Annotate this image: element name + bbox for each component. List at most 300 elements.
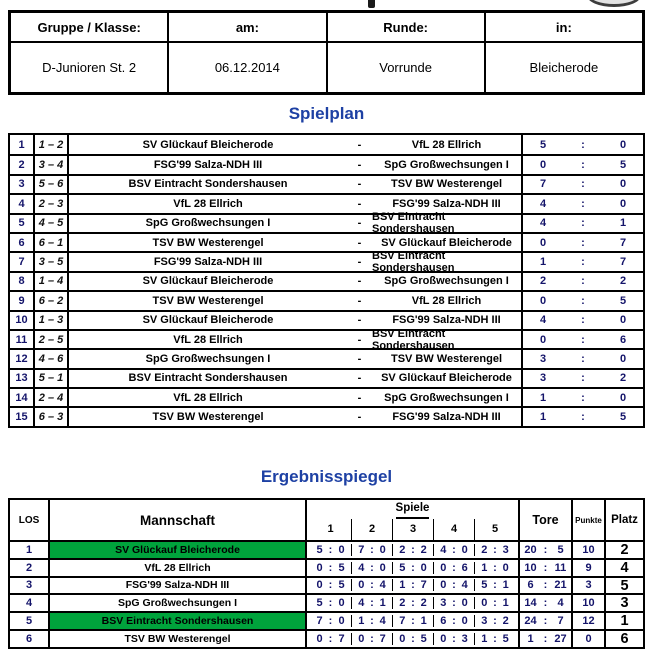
info-value-gruppe: D-Junioren St. 2 — [42, 60, 137, 75]
match-teams — [69, 211, 523, 236]
score-home: 7 — [539, 178, 547, 191]
header-game-number: 3 — [392, 519, 433, 541]
game-result — [392, 615, 433, 627]
game-away: 0 — [461, 543, 468, 556]
game-result — [310, 579, 351, 591]
game-home: 7 — [316, 615, 323, 628]
result-row — [10, 611, 643, 629]
game-home: 2 — [399, 597, 406, 610]
result-los: 4 — [10, 595, 50, 611]
away-team: VfL 28 Ellrich — [411, 138, 482, 151]
score-colon: : — [581, 294, 585, 307]
game-away: 1 — [502, 579, 509, 592]
result-platz: 4 — [604, 560, 643, 576]
home-team: SV Glückauf Bleicherode — [142, 275, 274, 288]
game-home: 1 — [481, 632, 488, 645]
home-team: TSV BW Westerengel — [152, 411, 264, 424]
score-home: 3 — [539, 352, 547, 365]
game-home: 4 — [358, 597, 365, 610]
game-home: 5 — [316, 543, 323, 556]
match-row — [10, 368, 643, 387]
match-score — [523, 176, 643, 193]
score-home: 3 — [539, 372, 547, 385]
home-team: SV Glückauf Bleicherode — [142, 314, 274, 327]
game-result — [392, 633, 433, 645]
game-result — [310, 633, 351, 645]
game-away: 7 — [379, 632, 386, 645]
result-games — [307, 595, 518, 611]
game-away: 0 — [502, 561, 509, 574]
game-colon: : — [411, 597, 415, 610]
score-home: 4 — [539, 197, 547, 210]
game-colon: : — [411, 579, 415, 592]
home-team: TSV BW Westerengel — [152, 294, 264, 307]
header-spiele: Spiele — [396, 500, 430, 519]
match-score — [523, 135, 643, 154]
result-punkte: 0 — [571, 631, 604, 647]
header-game-number: 5 — [474, 519, 515, 541]
tore-for: 20 — [524, 543, 537, 556]
match-pairing: 6 – 3 — [35, 408, 69, 425]
match-teams — [69, 292, 523, 309]
tore-colon: : — [543, 632, 548, 645]
score-colon: : — [581, 314, 585, 327]
game-away: 0 — [420, 561, 427, 574]
game-result — [433, 544, 474, 556]
match-separator: - — [357, 372, 362, 385]
game-away: 6 — [461, 561, 468, 574]
game-result — [474, 562, 515, 574]
match-row — [10, 327, 643, 352]
game-home: 1 — [399, 579, 406, 592]
game-home: 0 — [481, 597, 488, 610]
match-row — [10, 211, 643, 236]
match-teams — [69, 389, 523, 406]
game-home: 0 — [440, 579, 447, 592]
game-colon: : — [328, 632, 333, 645]
tore-for: 6 — [527, 579, 534, 592]
ergebnisspiegel-header — [10, 500, 643, 540]
match-number: 8 — [10, 273, 35, 290]
game-colon: : — [452, 632, 456, 645]
info-table — [8, 10, 645, 95]
game-result — [351, 579, 392, 591]
away-team: BSV Eintracht Sondershausen — [372, 211, 455, 236]
result-row — [10, 558, 643, 576]
match-pairing: 4 – 5 — [35, 215, 69, 232]
match-row — [10, 406, 643, 425]
result-los: 6 — [10, 631, 50, 647]
game-colon: : — [328, 615, 333, 628]
match-pairing: 6 – 2 — [35, 292, 69, 309]
match-score — [523, 312, 643, 329]
info-label-runde: Runde: — [328, 13, 484, 43]
club-logo-ellipse — [587, 0, 641, 7]
game-result — [392, 597, 433, 609]
score-away: 2 — [619, 275, 627, 288]
score-colon: : — [581, 352, 585, 365]
score-away: 0 — [619, 314, 627, 327]
game-home: 4 — [358, 561, 365, 574]
game-home: 0 — [399, 632, 406, 645]
game-away: 4 — [379, 579, 386, 592]
game-away: 4 — [461, 579, 468, 592]
game-result — [351, 615, 392, 627]
tore-for: 10 — [524, 561, 537, 574]
score-colon: : — [581, 159, 585, 172]
game-colon: : — [493, 597, 497, 610]
game-colon: : — [411, 632, 415, 645]
match-score — [523, 350, 643, 367]
result-games — [307, 578, 518, 594]
header-tore: Tore — [518, 500, 571, 540]
tore-colon: : — [543, 561, 548, 574]
match-separator: - — [357, 159, 362, 172]
match-separator: - — [357, 314, 362, 327]
match-row — [10, 271, 643, 290]
game-colon: : — [493, 543, 497, 556]
result-row — [10, 540, 643, 558]
match-number: 3 — [10, 176, 35, 193]
game-colon: : — [370, 632, 374, 645]
info-col-gruppe — [11, 13, 167, 92]
match-number: 15 — [10, 408, 35, 425]
match-pairing: 5 – 6 — [35, 176, 69, 193]
result-platz: 5 — [604, 578, 643, 594]
result-games — [307, 613, 518, 629]
score-colon: : — [581, 256, 585, 269]
result-platz: 3 — [604, 595, 643, 611]
game-result — [310, 562, 351, 574]
header-game-number: 1 — [327, 523, 334, 536]
match-score — [523, 195, 643, 212]
home-team: BSV Eintracht Sondershausen — [128, 178, 288, 191]
tore-colon: : — [543, 615, 548, 628]
game-home: 1 — [481, 561, 488, 574]
game-away: 1 — [502, 597, 509, 610]
game-result — [392, 579, 433, 591]
match-separator: - — [357, 411, 362, 424]
game-result — [433, 597, 474, 609]
game-colon: : — [370, 579, 374, 592]
result-platz: 6 — [604, 631, 643, 647]
match-score — [523, 408, 643, 425]
tore-colon: : — [543, 543, 548, 556]
game-result — [433, 615, 474, 627]
header-punkte: Punkte — [571, 500, 604, 540]
game-result — [474, 633, 515, 645]
game-home: 0 — [358, 632, 365, 645]
game-home: 0 — [440, 561, 447, 574]
score-home: 0 — [539, 294, 547, 307]
spielplan-table — [8, 133, 645, 428]
score-colon: : — [581, 411, 585, 424]
match-score — [523, 215, 643, 232]
result-tore — [518, 613, 571, 629]
game-home: 0 — [316, 561, 323, 574]
spielplan-heading: Spielplan — [288, 104, 365, 123]
tore-against: 27 — [554, 632, 567, 645]
tore-against: 7 — [557, 615, 564, 628]
game-away: 0 — [461, 597, 468, 610]
match-separator: - — [357, 256, 362, 269]
match-teams — [69, 250, 523, 275]
score-home: 4 — [539, 217, 547, 230]
score-colon: : — [581, 197, 585, 210]
tore-for: 24 — [524, 615, 537, 628]
game-result — [433, 562, 474, 574]
game-home: 5 — [481, 579, 488, 592]
game-home: 0 — [440, 632, 447, 645]
game-away: 0 — [461, 615, 468, 628]
match-row — [10, 174, 643, 193]
tore-against: 21 — [554, 579, 567, 592]
game-colon: : — [328, 543, 333, 556]
game-away: 0 — [379, 543, 386, 556]
away-team: SV Glückauf Bleicherode — [381, 236, 512, 249]
match-score — [523, 156, 643, 173]
game-away: 0 — [338, 543, 345, 556]
match-number: 9 — [10, 292, 35, 309]
result-los: 5 — [10, 613, 50, 629]
result-team: TSV BW Westerengel — [50, 631, 307, 647]
match-teams — [69, 176, 523, 193]
away-team: TSV BW Westerengel — [390, 352, 503, 365]
game-result — [433, 579, 474, 591]
match-pairing: 1 – 2 — [35, 135, 69, 154]
match-teams — [69, 350, 523, 367]
tore-against: 11 — [554, 561, 567, 574]
result-platz: 2 — [604, 542, 643, 558]
result-punkte: 10 — [571, 542, 604, 558]
game-home: 0 — [316, 632, 323, 645]
game-colon: : — [493, 579, 497, 592]
score-away: 0 — [619, 178, 627, 191]
info-value-runde: Vorrunde — [379, 60, 432, 75]
game-away: 0 — [338, 615, 345, 628]
match-score — [523, 331, 643, 348]
game-home: 2 — [481, 543, 488, 556]
match-pairing: 2 – 3 — [35, 195, 69, 212]
game-home: 5 — [316, 597, 323, 610]
score-away: 0 — [619, 352, 627, 365]
result-tore — [518, 631, 571, 647]
game-home: 1 — [358, 615, 365, 628]
match-teams — [69, 408, 523, 425]
game-result — [474, 597, 515, 609]
match-number: 12 — [10, 350, 35, 367]
score-colon: : — [581, 372, 585, 385]
header-los: LOS — [10, 500, 50, 540]
score-home: 1 — [539, 391, 547, 404]
game-away: 7 — [338, 632, 345, 645]
match-pairing: 3 – 4 — [35, 156, 69, 173]
tore-for: 1 — [527, 632, 534, 645]
match-row — [10, 232, 643, 251]
away-team: BSV Eintracht Sondershausen — [372, 327, 455, 352]
away-team: VfL 28 Ellrich — [411, 294, 482, 307]
score-home: 4 — [539, 314, 547, 327]
game-colon: : — [452, 543, 456, 556]
match-separator: - — [357, 391, 362, 404]
info-label-in: in: — [486, 13, 642, 43]
match-teams — [69, 156, 523, 173]
home-team: VfL 28 Ellrich — [173, 197, 243, 210]
score-colon: : — [581, 391, 585, 404]
match-row — [10, 193, 643, 212]
game-result — [474, 615, 515, 627]
result-games — [307, 631, 518, 647]
match-number: 7 — [10, 253, 35, 270]
match-teams — [69, 327, 523, 352]
game-away: 5 — [502, 632, 509, 645]
result-team: BSV Eintracht Sondershausen — [50, 613, 307, 629]
game-result — [392, 544, 433, 556]
game-result — [392, 562, 433, 574]
game-away: 2 — [502, 615, 509, 628]
home-team: TSV BW Westerengel — [152, 236, 264, 249]
match-row — [10, 348, 643, 367]
away-team: FSG'99 Salza-NDH III — [392, 314, 501, 327]
game-colon: : — [370, 597, 374, 610]
game-home: 5 — [399, 561, 406, 574]
match-score — [523, 389, 643, 406]
result-row — [10, 593, 643, 611]
club-logo-icon — [586, 0, 646, 9]
result-row — [10, 576, 643, 594]
score-away: 5 — [619, 294, 627, 307]
game-home: 3 — [440, 597, 447, 610]
info-value-in: Bleicherode — [529, 60, 599, 75]
match-row — [10, 310, 643, 329]
game-colon: : — [328, 597, 333, 610]
game-result — [351, 633, 392, 645]
result-team: VfL 28 Ellrich — [50, 560, 307, 576]
game-colon: : — [493, 615, 497, 628]
score-home: 1 — [539, 256, 547, 269]
ergebnisspiegel-heading: Ergebnisspiegel — [260, 467, 393, 486]
match-separator: - — [357, 333, 362, 346]
away-team: TSV BW Westerengel — [390, 178, 503, 191]
result-punkte: 10 — [571, 595, 604, 611]
match-separator: - — [357, 294, 362, 307]
result-team: SpG Großwechsungen I — [50, 595, 307, 611]
game-colon: : — [370, 615, 374, 628]
match-number: 6 — [10, 234, 35, 251]
away-team: SpG Großwechsungen I — [384, 275, 509, 288]
tore-against: 4 — [557, 597, 564, 610]
info-value-am: 06.12.2014 — [214, 60, 280, 75]
header-platz: Platz — [604, 500, 643, 540]
header-mannschaft: Mannschaft — [50, 500, 307, 540]
match-number: 4 — [10, 195, 35, 212]
score-away: 5 — [619, 159, 627, 172]
result-platz: 1 — [604, 613, 643, 629]
match-row — [10, 387, 643, 406]
home-team: FSG'99 Salza-NDH III — [153, 256, 263, 269]
score-away: 2 — [619, 372, 627, 385]
result-los: 3 — [10, 578, 50, 594]
game-away: 3 — [502, 543, 509, 556]
result-team: FSG'99 Salza-NDH III — [50, 578, 307, 594]
match-teams — [69, 273, 523, 290]
header-game-number: 2 — [351, 519, 392, 541]
match-score — [523, 234, 643, 251]
game-away: 0 — [338, 597, 345, 610]
match-teams — [69, 312, 523, 329]
result-punkte: 3 — [571, 578, 604, 594]
score-colon: : — [581, 217, 585, 230]
score-home: 1 — [539, 411, 547, 424]
match-separator: - — [357, 352, 362, 365]
game-colon: : — [493, 632, 497, 645]
result-tore — [518, 560, 571, 576]
away-team: FSG'99 Salza-NDH III — [392, 197, 501, 210]
game-colon: : — [328, 579, 333, 592]
game-away: 5 — [338, 561, 345, 574]
match-separator: - — [357, 138, 362, 151]
game-away: 2 — [420, 543, 427, 556]
score-home: 2 — [539, 275, 547, 288]
game-colon: : — [328, 561, 333, 574]
score-colon: : — [581, 333, 585, 346]
score-away: 6 — [619, 333, 627, 346]
match-separator: - — [357, 217, 362, 230]
match-score — [523, 253, 643, 270]
match-teams — [69, 234, 523, 251]
home-team: SV Glückauf Bleicherode — [142, 138, 274, 151]
match-teams — [69, 370, 523, 387]
match-pairing: 2 – 5 — [35, 331, 69, 348]
away-team: FSG'99 Salza-NDH III — [392, 411, 501, 424]
game-colon: : — [411, 615, 415, 628]
tore-colon: : — [543, 579, 548, 592]
game-away: 2 — [420, 597, 427, 610]
match-row — [10, 154, 643, 173]
match-pairing: 5 – 1 — [35, 370, 69, 387]
header-game-numbers — [310, 519, 515, 541]
info-col-runde — [326, 13, 484, 92]
match-separator: - — [357, 236, 362, 249]
score-colon: : — [581, 275, 585, 288]
home-team: VfL 28 Ellrich — [173, 333, 243, 346]
score-away: 7 — [619, 236, 627, 249]
game-home: 2 — [399, 543, 406, 556]
score-away: 0 — [619, 197, 627, 210]
game-result — [474, 579, 515, 591]
game-colon: : — [452, 579, 456, 592]
game-home: 3 — [481, 615, 488, 628]
match-pairing: 6 – 1 — [35, 234, 69, 251]
score-away: 1 — [619, 217, 627, 230]
match-number: 13 — [10, 370, 35, 387]
away-team: SpG Großwechsungen I — [384, 159, 509, 172]
match-number: 11 — [10, 331, 35, 348]
game-home: 0 — [358, 579, 365, 592]
game-result — [351, 597, 392, 609]
result-punkte: 9 — [571, 560, 604, 576]
game-away: 3 — [461, 632, 468, 645]
game-home: 6 — [440, 615, 447, 628]
game-home: 4 — [440, 543, 447, 556]
away-team: SpG Großwechsungen I — [384, 391, 509, 404]
game-result — [310, 615, 351, 627]
game-away: 5 — [338, 579, 345, 592]
game-away: 7 — [420, 579, 427, 592]
match-pairing: 1 – 3 — [35, 312, 69, 329]
match-score — [523, 292, 643, 309]
game-colon: : — [452, 615, 456, 628]
